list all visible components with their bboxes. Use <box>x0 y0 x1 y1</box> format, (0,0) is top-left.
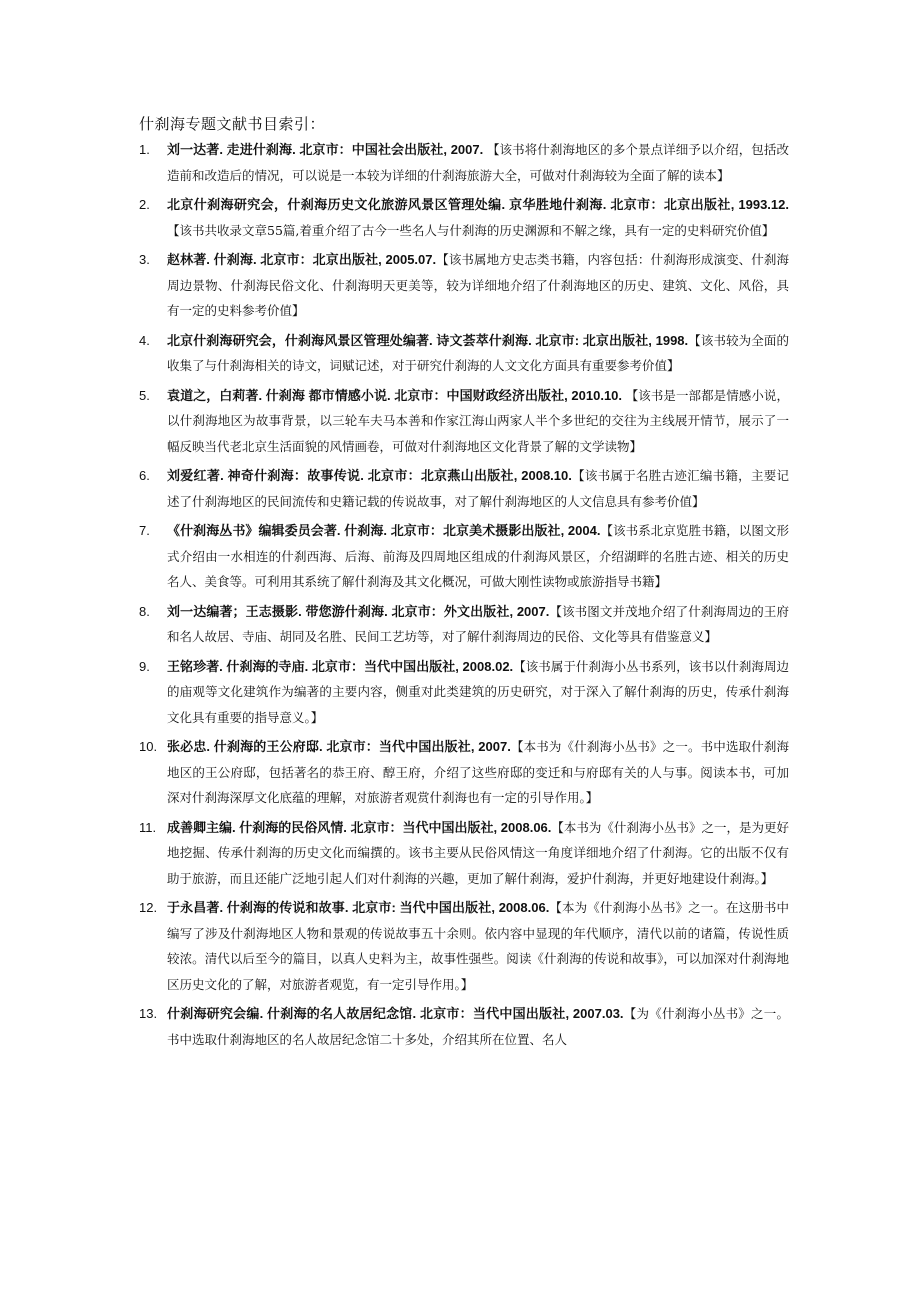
entry-annotation: 【该书属于什刹海小丛书系列，该书以什刹海周边的庙观等文化建筑作为编著的主要内容，侧重对此类建筑的历史研究，对于深入了解什刹海的历史，传承什刹海文化具有重要的指导意义。】 <box>167 658 789 725</box>
entry-citation: 北京什刹海研究会，什刹海历史文化旅游风景区管理处编. 京华胜地什刹海. 北京市：北京出版社, 1993.12. <box>167 197 789 212</box>
entry-citation: 张必忠. 什刹海的王公府邸. 北京市：当代中国出版社, 2007. <box>167 739 511 754</box>
bibliography-entry <box>139 384 789 461</box>
entry-citation: 于永昌著. 什刹海的传说和故事. 北京市: 当代中国出版社, 2008.06. <box>167 900 550 915</box>
bibliography-entry <box>139 896 789 998</box>
entry-annotation: 【为《什刹海小丛书》之一。书中选取什刹海地区的名人故居纪念馆二十多处，介绍其所在位置、名人 <box>167 1006 789 1047</box>
entry-citation: 袁道之，白莉著. 什刹海 都市情感小说. 北京市：中国财政经济出版社, 2010.10. <box>167 387 626 403</box>
entry-citation: 什刹海研究会编. 什刹海的名人故居纪念馆. 北京市：当代中国出版社, 2007.03. <box>167 1006 624 1021</box>
bibliography-entry <box>139 329 789 380</box>
entry-citation: 刘一达著. 走进什刹海. 北京市：中国社会出版社, 2007. <box>167 142 487 157</box>
bibliography-entry <box>139 519 789 596</box>
entry-citation: 王铭珍著. 什刹海的寺庙. 北京市：当代中国出版社, 2008.02. <box>167 658 514 674</box>
entry-number: 3. <box>139 252 150 267</box>
entry-citation: 北京什刹海研究会，什刹海风景区管理处编著. 诗文荟萃什刹海. 北京市: 北京出版社, 1998. <box>167 332 689 348</box>
entry-annotation: 【该书是一部都是情感小说，以什刹海地区为故事背景，以三轮车夫马本善和作家江海山两家人半个多世纪的交往为主线展开情节，展示了一幅反映当代老北京生活面貌的风情画卷，可做对什刹海地区文化背景了解的文学读物】 <box>167 387 789 454</box>
bibliography-entry <box>139 816 789 893</box>
bibliography-entry <box>139 193 789 244</box>
bibliography-entry <box>139 1002 789 1053</box>
entry-number: 4. <box>139 332 150 348</box>
entry-number: 12. <box>139 900 158 915</box>
entry-annotation: 【该书属于名胜古迹汇编书籍，主要记述了什刹海地区的民间流传和史籍记载的传说故事，对了解什刹海地区的人文信息具有参考价值】 <box>167 468 789 509</box>
entry-citation: 刘爱红著. 神奇什刹海：故事传说. 北京市：北京燕山出版社, 2008.10. <box>167 468 572 483</box>
entry-annotation: 【该书属地方史志类书籍，内容包括：什刹海形成演变、什刹海周边景物、什刹海民俗文化、什刹海明天更美等，较为详细地介绍了什刹海地区的历史、建筑、文化、风俗，具有一定的史料参考价值】 <box>167 252 789 318</box>
bibliography-entry <box>139 735 789 812</box>
entry-annotation: 【该书系北京览胜书籍，以图文形式介绍由一水相连的什刹西海、后海、前海及四周地区组成的什刹海风景区，介绍湖畔的名胜古迹、相关的历史名人、美食等。可利用其系统了解什刹海及其文化概况，可做大刚性读物或旅游指导书籍】 <box>167 523 789 589</box>
entry-annotation: 【本书为《什刹海小丛书》之一。书中选取什刹海地区的王公府邸，包括著名的恭王府、醇王府，介绍了这些府邸的变迁和与府邸有关的人与事。阅读本书，可加深对什刹海深厚文化底蕴的理解，对旅游者观赏什刹海也有一定的引导作用。】 <box>167 739 789 805</box>
entry-number: 9. <box>139 658 150 674</box>
entry-annotation: 【该书共收录文章55篇,着重介绍了古今一些名人与什刹海的历史渊源和不解之缘，具有一定的史料研究价值】 <box>167 222 775 238</box>
bibliography-entry <box>139 655 789 732</box>
entry-annotation: 【该书将什刹海地区的多个景点详细予以介绍，包括改造前和改造后的情况，可以说是一本较为详细的什刹海旅游大全，可做对什刹海较为全面了解的读本】 <box>167 142 789 183</box>
entry-number: 8. <box>139 603 150 619</box>
entry-number: 7. <box>139 523 150 538</box>
entry-citation: 刘一达编著；王志摄影. 带您游什刹海. 北京市：外文出版社, 2007. <box>167 603 550 619</box>
bibliography-entry <box>139 600 789 651</box>
entry-annotation: 【本书为《什刹海小丛书》之一，是为更好地挖掘、传承什刹海的历史文化而编撰的。该书主要从民俗风情这一角度详细地介绍了什刹海。它的出版不仅有助于旅游，而且还能广泛地引起人们对什刹海的兴趣，更加了解什刹海，爱护什刹海，并更好地建设什刹海。】 <box>167 819 789 886</box>
entry-number: 11. <box>139 819 157 835</box>
entry-annotation: 【该书图文并茂地介绍了什刹海周边的王府和名人故居、寺庙、胡同及名胜、民间工艺坊等，对了解什刹海周边的民俗、文化等具有借鉴意义】 <box>167 603 789 644</box>
entry-number: 2. <box>139 197 150 212</box>
entry-citation: 赵林著. 什刹海. 北京市：北京出版社, 2005.07. <box>167 252 437 267</box>
bibliography-list <box>139 138 789 1057</box>
entry-number: 1. <box>139 142 150 157</box>
bibliography-entry <box>139 464 789 515</box>
entry-number: 13. <box>139 1006 158 1021</box>
entry-number: 5. <box>139 387 150 403</box>
entry-citation: 《什刹海丛书》编辑委员会著. 什刹海. 北京市：北京美术摄影出版社, 2004. <box>167 523 601 538</box>
document-title: 什刹海专题文献书目索引： <box>139 115 326 133</box>
entry-number: 6. <box>139 468 150 483</box>
bibliography-entry <box>139 138 789 189</box>
entry-annotation: 【该书较为全面的收集了与什刹海相关的诗文，词赋记述，对于研究什刹海的人文文化方面具有重要参考价值】 <box>167 332 789 373</box>
bibliography-entry <box>139 248 789 325</box>
entry-annotation: 【本为《什刹海小丛书》之一。在这册书中编写了涉及什刹海地区人物和景观的传说故事五十余则。依内容中显现的年代顺序，清代以前的诸篇，传说性质较浓。清代以后至今的篇目，以真人史料为主，故事性强些。阅读《什刹海的传说和故事》，可以加深对什刹海地区历史文化的了解，对旅游者观览，有一定引导作用。】 <box>167 900 789 992</box>
entry-citation: 成善卿主编. 什刹海的民俗风情. 北京市：当代中国出版社, 2008.06. <box>167 819 552 835</box>
entry-number: 10. <box>139 739 158 754</box>
